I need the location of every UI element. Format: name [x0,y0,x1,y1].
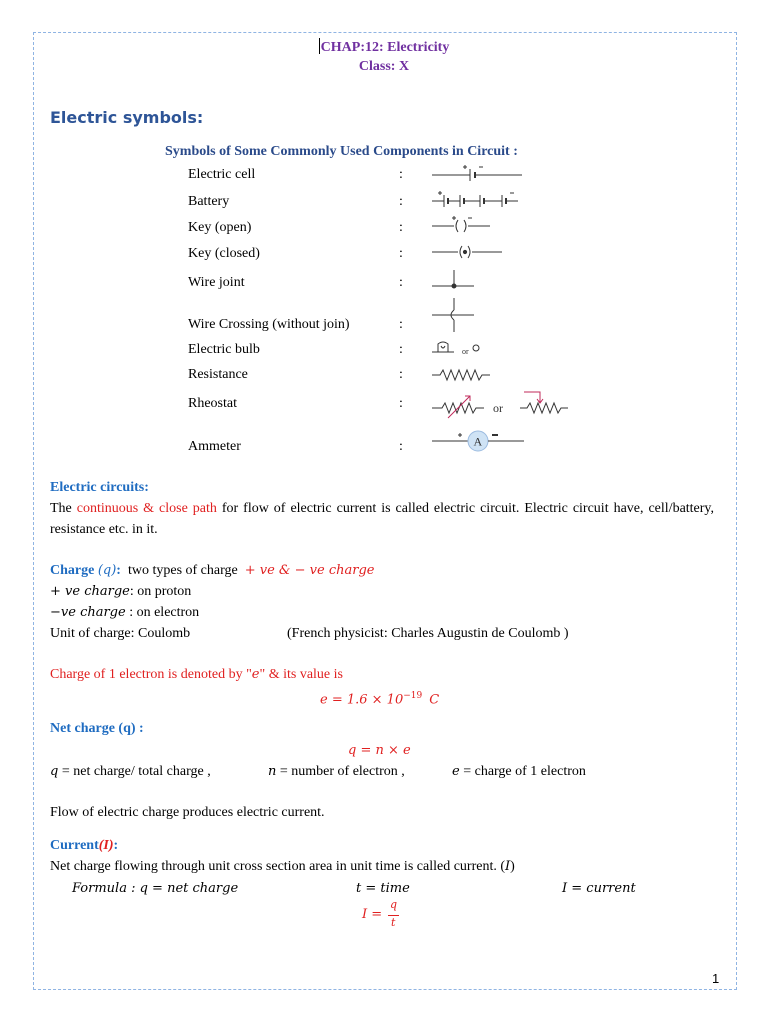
net-charge-definitions [50,761,211,782]
resistance-symbol-icon [432,370,490,380]
symbol-name-wire-joint: Wire joint [188,275,245,290]
chapter-title-text: CHAP:12: Electricity [320,40,450,55]
electron-symbol: e [251,667,260,682]
current-formula-numerator: q [390,898,398,911]
symbol-name-wire-crossing: Wire Crossing (without join) [188,317,350,332]
circuits-text-the: The [50,501,72,516]
def-e-text: = charge of 1 electron [459,764,586,779]
electric-bulb-symbol-icon [432,342,479,352]
current-heading-colon: : [113,838,119,853]
symbol-name-rheostat: Rheostat [188,396,237,411]
def-n [268,761,405,782]
def-q-text: = net charge/ total charge , [58,764,211,779]
current-definition-text: Net charge flowing through unit cross section area in unit time is called current. ( [50,859,505,874]
circuits-heading: Electric circuits: [50,480,149,495]
text-cursor [319,38,320,54]
def-q-symbol: q [50,764,59,779]
charge-symbol: (q) [97,563,117,578]
symbol-colon: : [399,367,403,382]
charge-types-text: two types of charge [127,563,238,578]
battery-symbol-icon [432,191,518,207]
circuit-symbols-figure [430,160,580,460]
symbol-name-battery: Battery [188,194,230,209]
positive-charge-math: + ve charge [50,584,130,599]
charge-heading-colon: : [116,563,121,578]
current-symbol: (I) [98,838,114,853]
class-label: Class: X [358,59,410,74]
symbol-name-electric-cell: Electric cell [188,167,256,182]
key-closed-symbol-icon [432,246,502,258]
symbol-name-resistance: Resistance [188,367,248,382]
charge-heading-line [50,560,374,581]
symbol-name-electric-bulb: Electric bulb [188,342,260,357]
electric-cell-symbol-icon [432,165,522,181]
def-e [452,761,586,782]
symbol-name-key-closed: Key (closed) [188,246,260,261]
def-n-text: = number of electron , [276,764,405,779]
symbols-heading: Electric symbols: [50,108,204,127]
circuits-highlight: continuous & close path [76,501,217,516]
positive-charge-line [50,581,191,602]
current-formula-label: Formula : q = net charge [72,881,239,896]
current-formula-lhs: I = [362,907,383,922]
symbol-colon: : [399,439,403,454]
charge-types-math: + ve & − ve charge [244,563,375,578]
symbol-colon: : [399,220,403,235]
electron-exponent: −19 [403,691,423,701]
current-definition [50,856,515,877]
circuits-paragraph [50,498,714,540]
def-e-symbol: e [452,764,460,779]
def-n-symbol: n [268,764,277,779]
electron-charge-line [50,664,343,685]
flow-text: Flow of electric charge produces electric current. [50,805,325,820]
current-formula-denominator: t [391,916,396,929]
wire-joint-symbol-icon [432,270,474,288]
bulb-or-label: or [462,347,469,356]
electron-unit: C [429,692,440,708]
symbol-colon: : [399,317,403,332]
current-time-label: t = time [356,881,410,896]
electron-charge-value [320,686,439,711]
symbol-colon: : [399,275,403,290]
wire-crossing-symbol-icon [432,298,474,332]
symbol-name-key-open: Key (open) [188,220,252,235]
current-definition-symbol: I [505,859,511,874]
negative-charge-math: −ve charge [50,605,126,620]
negative-charge-text: : on electron [125,605,200,620]
charge-heading: Charge [50,563,95,578]
symbol-colon: : [399,342,403,357]
symbol-name-ammeter: Ammeter [188,439,241,454]
ammeter-letter: A [473,434,483,449]
key-open-symbol-icon [432,216,490,232]
chapter-title [0,38,768,56]
negative-charge-line [50,602,199,623]
page-number: 1 [712,971,720,986]
electron-value: e = 1.6 × 10 [320,692,404,708]
symbol-colon: : [399,167,403,182]
symbol-colon: : [399,194,403,209]
current-current-label: I = current [562,881,636,896]
symbols-table-title: Symbols of Some Commonly Used Components in Circuit : [165,144,518,159]
current-heading-line [50,835,118,856]
rheostat-or-label: or [493,401,503,415]
charge-unit: Unit of charge: Coulomb [50,626,191,641]
electron-charge-text: Charge of 1 electron is denoted by " [50,667,252,682]
circuits-text-rest: for flow of electric current is called electric circuit. Electric circuit have, cell/battery, resistance etc. in it. [50,501,715,537]
positive-charge-text: : on proton [129,584,192,599]
current-definition-end: ) [510,859,515,874]
electron-charge-text-2: " & its value is [259,667,343,682]
net-charge-heading: Net charge (q) : [50,721,144,736]
symbol-colon: : [399,396,403,411]
net-charge-formula: q = n × e [348,743,411,758]
current-heading: Current [50,838,99,853]
symbol-colon: : [399,246,403,261]
charge-unit-note: (French physicist: Charles Augustin de Coulomb ) [287,626,569,641]
